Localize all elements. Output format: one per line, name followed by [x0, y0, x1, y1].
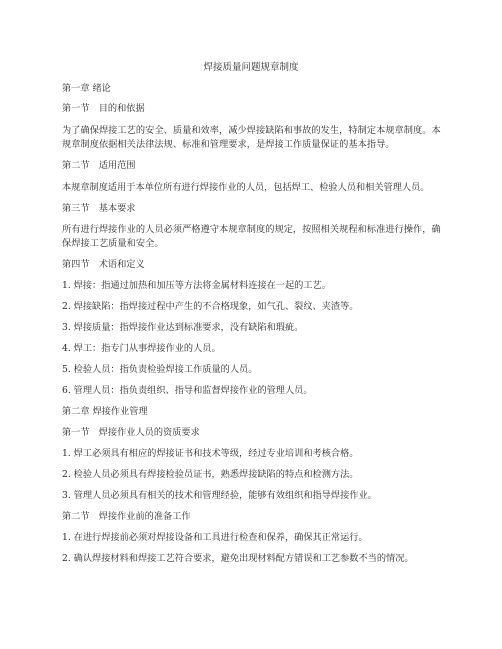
list-item: 2. 焊接缺陷：指焊接过程中产生的不合格现象，如气孔、裂纹、夹渣等。 [62, 301, 359, 312]
section-heading: 第三节 基本要求 [62, 203, 136, 214]
section-heading: 第一节 目的和依据 [62, 103, 145, 114]
list-item: 1. 焊接：指通过加热和加压等方法将金属材料连接在一起的工艺。 [62, 280, 331, 291]
paragraph: 所有进行焊接作业的人员必须严格遵守本规章制度的规定，按照相关规程和标准进行操作，确保焊接工艺质量和安全。 [62, 224, 441, 249]
list-item: 3. 焊接质量：指焊接作业达到标准要求，没有缺陷和瑕疵。 [62, 322, 304, 333]
list-item: 2. 检验人员必须具有焊接检验员证书，熟悉焊接缺陷的特点和检测方法。 [62, 469, 359, 480]
section-heading: 第一节 焊接作业人员的资质要求 [62, 427, 200, 438]
list-item: 3. 管理人员必须具有相关的技术和管理经验，能够有效组织和指导焊接作业。 [62, 490, 377, 501]
list-item: 6. 管理人员：指负责组织、指导和监督焊接作业的管理人员。 [62, 385, 313, 396]
list-item: 4. 焊工：指专门从事焊接作业的人员。 [62, 343, 221, 354]
chapter-heading: 第二章 焊接作业管理 [62, 406, 148, 417]
list-item: 1. 在进行焊接前必须对焊接设备和工具进行检查和保养，确保其正常运行。 [62, 532, 368, 543]
list-item: 1. 焊工必须具有相应的焊接证书和技术等级，经过专业培训和考核合格。 [62, 448, 359, 459]
document-title: 焊接质量问题规章制度 [203, 62, 299, 73]
chapter-heading: 第一章 绪论 [62, 83, 111, 94]
section-heading: 第二节 适用范围 [62, 160, 136, 171]
paragraph: 为了确保焊接工艺的安全、质量和效率，减少焊接缺陷和事故的发生，特制定本规章制度。本规章制度依据相关法律法规、标准和管理要求，是焊接工作质量保证的基本指导。 [62, 125, 441, 150]
paragraph: 本规章制度适用于本单位所有进行焊接作业的人员，包括焊工、检验人员和相关管理人员。 [62, 182, 430, 193]
list-item: 5. 检验人员：指负责检验焊接工作质量的人员。 [62, 364, 258, 375]
section-heading: 第二节 焊接作业前的准备工作 [62, 511, 191, 522]
list-item: 2. 确认焊接材料和焊接工艺符合要求，避免出现材料配方错误和工艺参数不当的情况。 [62, 553, 414, 564]
section-heading: 第四节 术语和定义 [62, 259, 145, 270]
